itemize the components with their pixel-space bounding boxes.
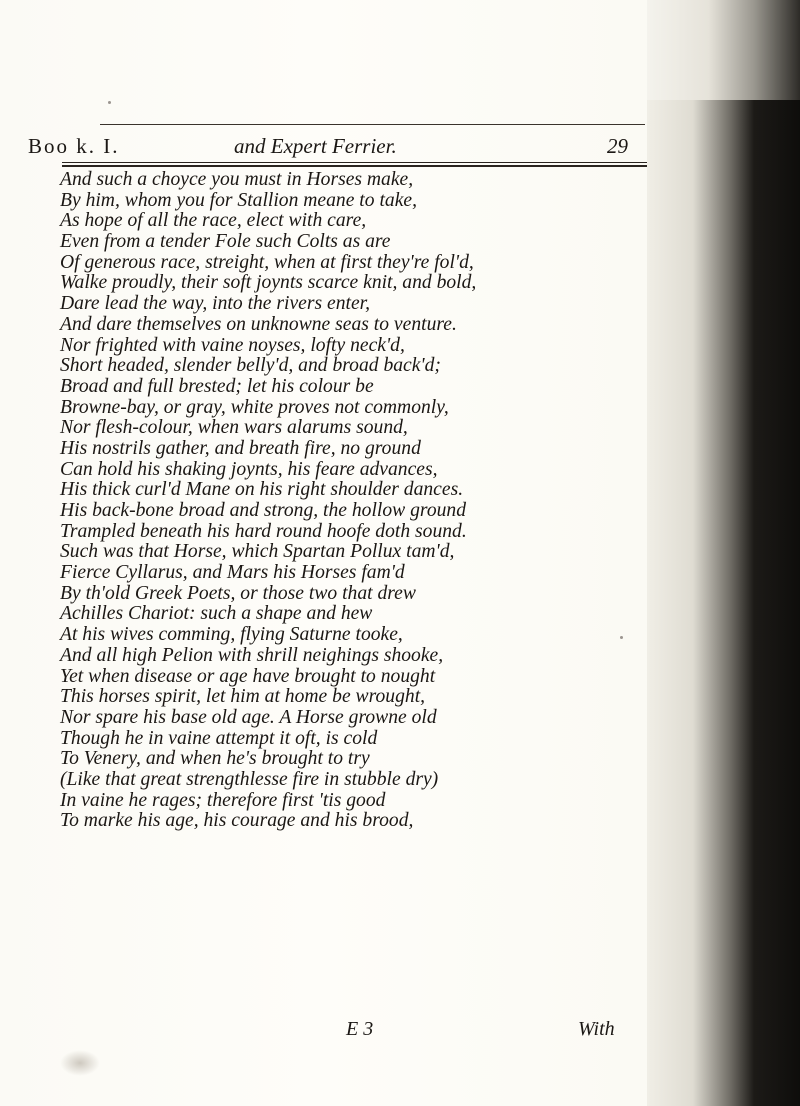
verse-line: To Venery, and when he's brought to try [60, 748, 370, 770]
book-binding-edge [647, 100, 800, 1106]
verse-line: In vaine he rages; therefore first 'tis good [60, 789, 386, 811]
verse-line: Broad and full brested; let his colour be [60, 375, 374, 397]
verse-line: Dare lead the way, into the rivers enter, [60, 293, 370, 315]
verse-line: Such was that Horse, which Spartan Pollux tam'd, [60, 541, 455, 563]
book-number-label: Boo k. I. [28, 134, 120, 158]
running-head-title: and Expert Ferrier. [234, 134, 397, 158]
paper-speck [620, 636, 623, 639]
verse-line: By him, whom you for Stallion meane to take, [60, 189, 417, 211]
verse-line: His thick curl'd Mane on his right shoulder dances. [60, 479, 464, 501]
verse-line: Walke proudly, their soft joynts scarce knit, and bold, [60, 272, 477, 294]
verse-line: And such a choyce you must in Horses make, [60, 169, 414, 190]
verse-line: Even from a tender Fole such Colts as are [60, 231, 391, 253]
verse-line: Of generous race, streight, when at first they're fol'd, [60, 251, 474, 273]
verse-line: Nor frighted with vaine noyses, lofty neck'd, [60, 334, 405, 356]
verse-line: Nor spare his base old age. A Horse growne old [60, 706, 437, 728]
verse-line: Browne-bay, or gray, white proves not commonly, [60, 396, 449, 418]
header-rule-thick [62, 165, 647, 167]
page-footer [0, 1018, 800, 1042]
verse-line: And all high Pelion with shrill neighings shooke, [60, 644, 444, 666]
verse-line: Yet when disease or age have brought to nought [60, 665, 436, 687]
paper-speck [108, 101, 111, 104]
verse-line: To marke his age, his courage and his brood, [60, 810, 414, 832]
verse-line: His back-bone broad and strong, the hollow ground [60, 500, 467, 521]
verse-line: And dare themselves on unknowne seas to venture. [60, 313, 457, 335]
verse-line: His nostrils gather, and breath fire, no ground [60, 437, 421, 459]
verse-line: This horses spirit, let him at home be wrought, [60, 686, 426, 708]
verse-line: (Like that great strengthlesse fire in stubble dry) [60, 768, 439, 790]
verse-line: Short headed, slender belly'd, and broad back'd; [60, 355, 441, 377]
top-page-edge-rule [100, 124, 645, 125]
header-rule [62, 162, 647, 163]
signature-mark: E 3 [346, 1018, 374, 1040]
verse-line: Though he in vaine attempt it oft, is cold [60, 727, 378, 749]
verse-line: Can hold his shaking joynts, his feare advances, [60, 458, 438, 480]
verse-line: Trampled beneath his hard round hoofe doth sound. [60, 520, 467, 542]
verse-text [60, 170, 646, 832]
verse-line: Nor flesh-colour, when wars alarums sound, [60, 417, 408, 439]
running-head [0, 134, 800, 164]
paper-stain [60, 1050, 100, 1076]
verse-line: Achilles Chariot: such a shape and hew [60, 603, 373, 625]
verse-line: Fierce Cyllarus, and Mars his Horses fam'd [60, 562, 405, 584]
verse-line: At his wives comming, flying Saturne tooke, [60, 624, 403, 646]
verse-line: By th'old Greek Poets, or those two that drew [60, 582, 416, 604]
catchword: With [578, 1018, 615, 1040]
verse-line: As hope of all the race, elect with care, [60, 210, 367, 232]
page-number: 29 [607, 134, 628, 158]
